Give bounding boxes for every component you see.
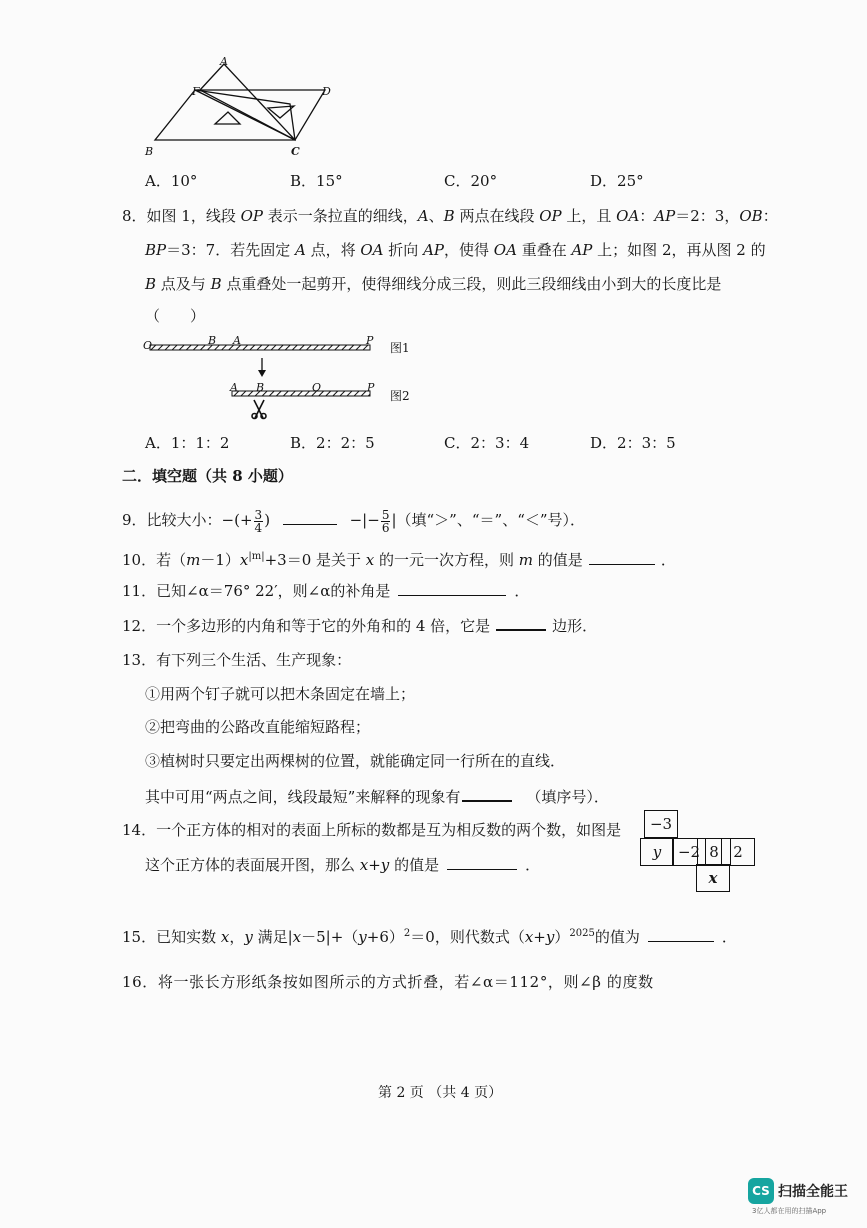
q8-line3: B 点及与 B 点重叠处一起剪开，使得细线分成三段，则此三段细线由小到大的长度比是 [145,275,722,293]
q16-line: 16．将一张长方形纸条按如图所示的方式折叠，若∠α＝112°，则∠β 的度数 [122,973,654,991]
q12-line: 12．一个多边形的内角和等于它的外角和的 4 倍，它是 边形． [122,617,598,635]
watermark-sub: 3亿人都在用的扫描App [752,1207,827,1215]
q8-line1: 8．如图 1，线段 OP 表示一条拉直的细线，A、B 两点在线段 OP 上，且 OA：AP＝2：3，OB： [122,207,778,225]
scissors-icon [250,398,268,420]
q8-fig1-B: B [208,334,217,347]
q7-option-d[interactable]: D．25° [590,172,644,190]
q7-label-B: B [145,145,154,158]
q8-fig1-P: P [366,334,374,347]
q11-line: 11．已知∠α＝76° 22′，则∠α的补角是 ． [122,582,530,600]
page-footer: 第 2 页 （共 4 页） [378,1085,503,1101]
watermark-name: 扫描全能王 [778,1184,848,1200]
q8-fig1-caption: 图1 [390,341,410,355]
net-cell-2: 2 [721,838,755,866]
q8-option-b[interactable]: B．2：2：5 [290,434,375,452]
q13-item-1: ①用两个钉子就可以把木条固定在墙上； [145,685,416,703]
q7-option-a[interactable]: A．10° [145,172,198,190]
q15-answer-blank[interactable] [648,927,714,942]
q10-answer-blank[interactable] [589,550,655,565]
down-arrow-icon [256,358,268,378]
q8-fig2-caption: 图2 [390,389,410,403]
q14-line2: 这个正方体的表面展开图，那么 x+y 的值是 ． [145,856,541,874]
q7-option-c[interactable]: C．20° [444,172,498,190]
q8-fig2-P: P [367,381,375,394]
q7-label-D: D [322,85,331,98]
q7-label-A: A [220,55,228,68]
q8-figure-1 [148,338,378,358]
q8-fig2-O: O [312,381,322,394]
q8-fig1-O: O [143,339,153,352]
q9-line: 9．比较大小：−(+ $\frac{3}{4}$ ) −|− $\frac{5}{6}$ |（填“＞”、“＝”、“＜”号）． [122,507,586,535]
q13-stem: 13．有下列三个生活、生产现象： [122,651,352,669]
q13-answer-blank[interactable] [462,786,512,802]
net-cell-8: 8 [697,838,731,866]
net-cell-y: y [640,838,674,866]
q13-item-2: ②把弯曲的公路改直能缩短路程； [145,718,371,736]
net-cell-minus2: −2 [672,838,706,866]
q8-option-c[interactable]: C．2：3：4 [444,434,530,452]
scanner-watermark [748,1178,856,1216]
q8-answer-paren: （ ） [145,307,206,325]
q11-answer-blank[interactable] [398,581,506,596]
q12-answer-blank[interactable] [496,615,546,631]
q7-option-b[interactable]: B．15° [290,172,343,190]
q14-answer-blank[interactable] [447,855,517,870]
q7-label-C: C [291,145,300,158]
q8-fig2-A: A [230,381,238,394]
q7-label-F: F [192,85,200,98]
q9-answer-blank[interactable] [283,510,337,525]
q8-option-a[interactable]: A．1：1：2 [145,434,230,452]
q14-line1: 14．一个正方体的相对的表面上所标的数都是互为相反数的两个数，如图是 [122,821,622,839]
q8-fig1-A: A [233,334,241,347]
q15-line: 15．已知实数 x，y 满足$|x-5|+(y+6)^2=0$，则代数式$(x+y)^{2025}$的值为 ． [122,928,737,946]
section-title: 二．填空题（共 8 小题） [122,467,293,485]
q13-item-3: ③植树时只要定出两棵树的位置，就能确定同一行所在的直线． [145,752,566,770]
q13-tail: 其中可用“两点之间，线段最短”来解释的现象有 （填序号）． [145,788,609,806]
q7-figure [140,52,340,162]
q10-line: 10．若$(m-1)x^{|m|}+3=0$ 是关于 x 的一元一次方程，则 m 的值是 ． [122,551,676,569]
net-cell-top: −3 [644,810,678,838]
q8-option-d[interactable]: D．2：3：5 [590,434,676,452]
cs-logo-icon: CS [748,1178,774,1204]
net-cell-x: x [696,864,730,892]
q8-fig2-B: B [256,381,265,394]
q8-line2: BP＝3：7．若先固定 A 点，将 OA 折向 AP，使得 OA 重叠在 AP 上；如图 2，再从图 2 的 [145,241,766,259]
